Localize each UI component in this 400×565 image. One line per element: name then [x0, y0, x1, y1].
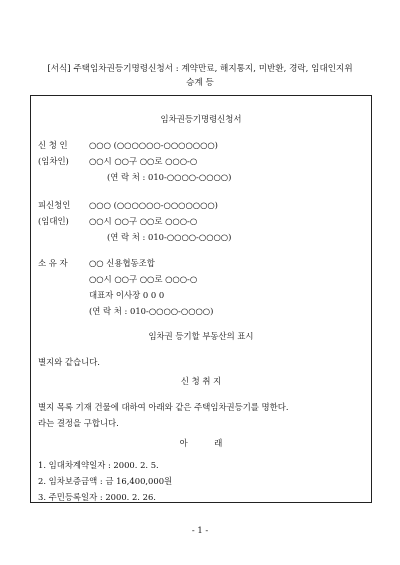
- heading-line-1: [서식] 주택임차권등기명령신청서 : 계약만료, 해지통지, 미반환, 경락, 임대인지위: [47, 64, 353, 74]
- applicant-role: (임차인): [38, 156, 69, 166]
- item-3: 3. 주민등록일자 : 2000. 2. 26.: [38, 492, 156, 502]
- below-heading: 아 래: [179, 438, 223, 448]
- applicant-address: ○○시 ○○구 ○○로 ○○○-○: [89, 156, 198, 166]
- respondent-address: ○○시 ○○구 ○○로 ○○○-○: [89, 216, 198, 226]
- respondent-phone: (연 락 처 : 010-○○○○-○○○○): [107, 232, 232, 242]
- applicant-label: 신 청 인: [38, 140, 68, 150]
- item-2: 2. 임차보증금액 : 금 16,400,000원: [38, 476, 173, 486]
- purpose-text-2: 라는 결정을 구합니다.: [38, 418, 119, 428]
- respondent-role: (임대인): [38, 216, 69, 226]
- form-title: 임차권등기명령신청서: [160, 114, 242, 124]
- purpose-text-1: 별지 목록 기재 건물에 대하여 아래와 같은 주택임차권등기를 명한다.: [38, 402, 289, 412]
- item-1: 1. 임대차계약일자 : 2000. 2. 5.: [38, 460, 159, 470]
- owner-phone: (연 락 처 : 010-○○○○-○○○○): [89, 306, 214, 316]
- owner-label: 소 유 자: [38, 258, 68, 268]
- page-number: - 1 -: [191, 525, 209, 535]
- property-heading: 임차권 등기할 부동산의 표시: [148, 331, 254, 341]
- heading-line-2: 승계 등: [186, 78, 214, 88]
- document-heading: [30, 62, 370, 90]
- applicant-name: ○○○ (○○○○○○-○○○○○○○): [89, 140, 218, 150]
- applicant-phone: (연 락 처 : 010-○○○○-○○○○): [107, 172, 232, 182]
- property-text: 별지와 같습니다.: [38, 357, 100, 367]
- application-form: [30, 95, 372, 503]
- owner-representative: 대표자 이사장 0 0 0: [89, 290, 165, 300]
- respondent-label: 피신청인: [38, 200, 71, 210]
- purpose-heading: 신 청 취 지: [180, 376, 222, 386]
- respondent-name: ○○○ (○○○○○○-○○○○○○○): [89, 200, 218, 210]
- owner-name: ○○ 신용협동조합: [89, 258, 155, 268]
- owner-address: ○○시 ○○구 ○○로 ○○○-○: [89, 274, 198, 284]
